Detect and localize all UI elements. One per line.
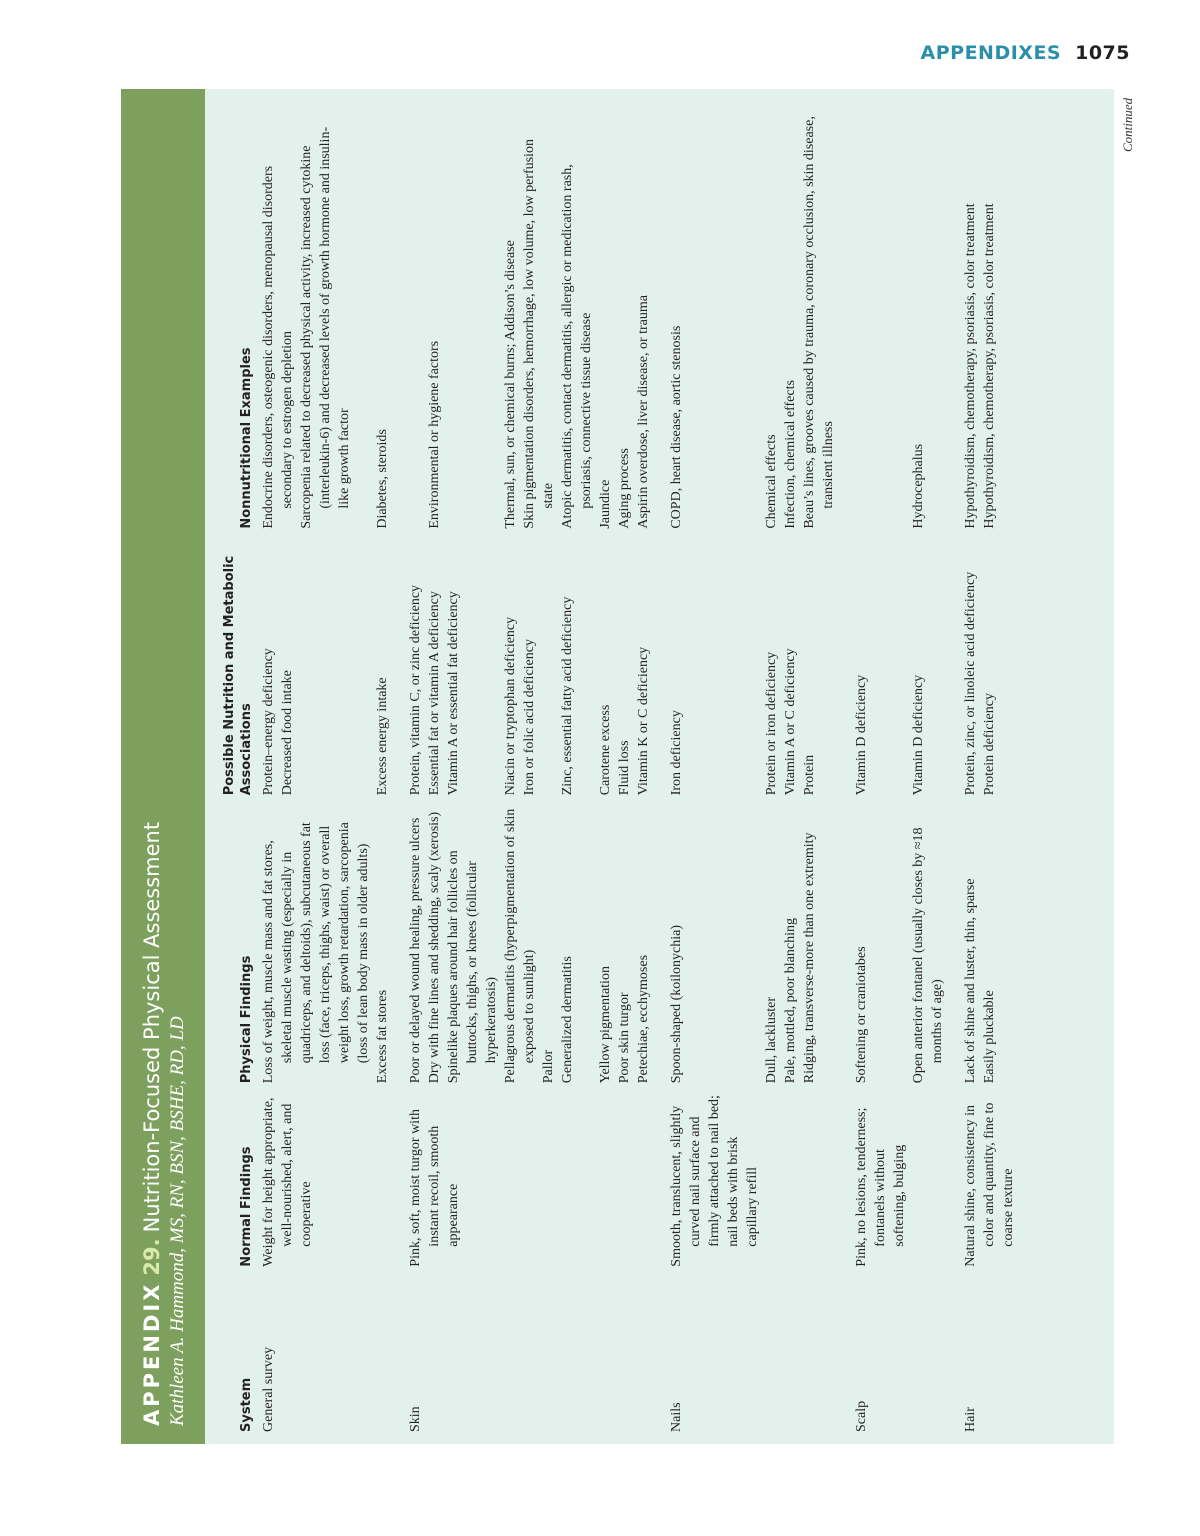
cell-nonnutritional bbox=[762, 102, 838, 529]
cell-nutrition bbox=[392, 529, 501, 796]
nonnutritional-item: Hypothyroidism, chemotherapy, psoriasis, color treatment bbox=[963, 203, 978, 529]
cell-normal-findings bbox=[909, 1083, 947, 1266]
cell-nonnutritional bbox=[947, 102, 1018, 529]
cell-system: General survey bbox=[261, 1346, 276, 1432]
nonnutritional-item bbox=[852, 110, 871, 529]
cell-nutrition bbox=[501, 529, 558, 796]
cell-physical bbox=[596, 795, 653, 1083]
table-row bbox=[373, 102, 392, 1432]
header-nutrition-associations: Possible Nutrition and Metabolic Associations bbox=[222, 555, 254, 796]
continued-text: Continued bbox=[1120, 97, 1135, 152]
nutrition-item: Protein or iron deficiency bbox=[764, 651, 779, 796]
cell-normal-findings bbox=[653, 1083, 762, 1266]
nutrition-item: Carotene excess bbox=[598, 704, 613, 796]
cell-physical bbox=[947, 795, 1018, 1083]
normal-finding: Weight for height appropriate, well-nourished, alert, and cooperative bbox=[261, 1097, 314, 1267]
nutrition-item: Zinc, essential fatty acid deficiency bbox=[560, 596, 575, 796]
physical-item: Excess fat stores bbox=[375, 989, 390, 1084]
physical-item: Poor or delayed wound healing, pressure ulcers bbox=[408, 817, 423, 1084]
nutrition-item: Essential fat or vitamin A deficiency bbox=[427, 591, 442, 796]
physical-item: Dull, lackluster bbox=[764, 996, 779, 1084]
cell-physical bbox=[501, 795, 558, 1083]
table-row bbox=[653, 102, 762, 1432]
cell-physical bbox=[909, 795, 947, 1083]
cell-nonnutritional bbox=[596, 102, 653, 529]
page-header bbox=[921, 42, 1130, 64]
table-row bbox=[838, 102, 909, 1432]
cell-normal-findings bbox=[501, 1083, 558, 1266]
normal-finding: Natural shine, consistency in color and quantity, fine to coarse texture bbox=[963, 1102, 1016, 1267]
cell-nutrition bbox=[259, 529, 373, 796]
nonnutritional-item bbox=[444, 110, 463, 529]
cell-physical bbox=[392, 795, 501, 1083]
nutrition-item: Vitamin D deficiency bbox=[854, 674, 869, 796]
cell-normal-findings bbox=[558, 1083, 596, 1266]
page-number: 1075 bbox=[1075, 42, 1130, 64]
cell-normal-findings bbox=[762, 1083, 838, 1266]
table-row bbox=[558, 102, 596, 1432]
nutrition-item: Protein, zinc, or linoleic acid deficiency bbox=[963, 571, 978, 796]
cell-physical bbox=[653, 795, 762, 1083]
physical-item: Pellagrous dermatitis (hyperpigmentation of skin exposed to sunlight) bbox=[503, 808, 537, 1084]
cell-nutrition bbox=[373, 529, 392, 796]
nutrition-item: Vitamin K or C deficiency bbox=[636, 646, 651, 796]
appendix-title-block bbox=[139, 106, 189, 1426]
nonnutritional-item: Sarcopenia related to decreased physical activity, increased cytokine (interleukin-6) and decreased levels of growth hormone and insulin-like growth factor bbox=[299, 126, 352, 529]
physical-item: Loss of weight, muscle mass and fat stores, skeletal muscle wasting (especially in quadriceps, and deltoids), subcutaneous fat loss (face, triceps, thighs, waist) or overall weight loss, growth retardation, sarcopenia (loss of lean body mass in older adults) bbox=[261, 822, 371, 1084]
cell-nutrition bbox=[947, 529, 1018, 796]
nonnutritional-item: COPD, heart disease, aortic stenosis bbox=[669, 325, 684, 529]
nonnutritional-item: Hypothyroidism, chemotherapy, psoriasis, color treatment bbox=[982, 203, 997, 529]
cell-normal-findings bbox=[373, 1083, 392, 1266]
cell-nonnutritional bbox=[558, 102, 596, 529]
cell-nutrition bbox=[653, 529, 762, 796]
physical-item: Spoon-shaped (koilonychia) bbox=[669, 925, 684, 1084]
cell-system bbox=[373, 1267, 392, 1432]
header-normal-findings: Normal Findings bbox=[239, 1146, 254, 1267]
nonnutritional-item: Atopic dermatitis, contact dermatitis, allergic or medication rash, psoriasis, connective tissue disease bbox=[560, 164, 594, 529]
appendix-author: Kathleen A. Hammond, MS, RN, BSN, BSHE, RD, LD bbox=[167, 1016, 188, 1426]
cell-system bbox=[909, 1267, 947, 1432]
nonnutritional-item: Thermal, sun, or chemical burns; Addison’s disease bbox=[503, 240, 518, 529]
cell-nonnutritional bbox=[501, 102, 558, 529]
cell-physical bbox=[373, 795, 392, 1083]
cell-nonnutritional bbox=[373, 102, 392, 529]
header-nonnutritional-examples: Nonnutritional Examples bbox=[239, 347, 254, 529]
table-row bbox=[259, 102, 373, 1432]
nonnutritional-item: Jaundice bbox=[598, 479, 613, 529]
cell-nutrition bbox=[558, 529, 596, 796]
cell-system: Scalp bbox=[854, 1400, 869, 1432]
rotated-content bbox=[121, 89, 1114, 1444]
physical-item: Dry with fine lines and shedding, scaly (xerosis) bbox=[427, 811, 442, 1084]
table-row bbox=[909, 102, 947, 1432]
normal-finding: Smooth, translucent, slightly curved nail surface and firmly attached to nail bed; nail beds with brisk capillary refill bbox=[669, 1095, 760, 1267]
nutrition-item: Fluid loss bbox=[617, 740, 632, 796]
nonnutritional-item bbox=[406, 110, 425, 529]
nonnutritional-item: Hydrocephalus bbox=[911, 443, 926, 529]
cell-system bbox=[596, 1267, 653, 1432]
cell-nutrition bbox=[762, 529, 838, 796]
cell-system bbox=[762, 1267, 838, 1432]
cell-system: Skin bbox=[408, 1406, 423, 1432]
nonnutritional-item: Aging process bbox=[617, 448, 632, 529]
nutrition-item: Protein bbox=[802, 754, 817, 796]
cell-physical bbox=[762, 795, 838, 1083]
table-row bbox=[762, 102, 838, 1432]
section-name: APPENDIXES bbox=[920, 42, 1062, 64]
header-system: System bbox=[239, 1377, 254, 1432]
physical-item: Poor skin turgor bbox=[617, 992, 632, 1084]
appendix-number: 29. bbox=[140, 1238, 164, 1276]
nutrition-item: Protein–energy deficiency bbox=[261, 648, 276, 796]
nonnutritional-item: Infection, chemical effects bbox=[783, 380, 798, 529]
cell-nonnutritional bbox=[909, 102, 947, 529]
physical-item: Easily pluckable bbox=[982, 990, 997, 1084]
physical-item: Lack of shine and luster, thin, sparse bbox=[963, 878, 978, 1084]
cell-normal-findings bbox=[947, 1083, 1018, 1266]
cell-normal-findings bbox=[259, 1083, 373, 1266]
nonnutritional-item: Chemical effects bbox=[764, 434, 779, 529]
physical-item: Petechiae, ecchymoses bbox=[636, 954, 651, 1084]
nonnutritional-item: Endocrine disorders, osteogenic disorders, menopausal disorders secondary to estrogen depletion bbox=[261, 165, 295, 529]
physical-item: Spinelike plaques around hair follicles on buttocks, thighs, or knees (follicular hyperkeratosis) bbox=[446, 850, 499, 1084]
nonnutritional-item: Aspirin overdose, liver disease, or trauma bbox=[636, 295, 651, 529]
nutrition-item: Vitamin D deficiency bbox=[911, 674, 926, 796]
cell-system: Nails bbox=[669, 1402, 684, 1432]
physical-item: Open anterior fontanel (usually closes by ≈18 months of age) bbox=[911, 827, 945, 1084]
physical-item: Softening or craniotabes bbox=[854, 946, 869, 1084]
cell-nonnutritional bbox=[653, 102, 762, 529]
table-body bbox=[259, 102, 1018, 1432]
nutrition-item: Niacin or tryptophan deficiency bbox=[503, 616, 518, 796]
nutrition-item: Vitamin A or C deficiency bbox=[783, 648, 798, 796]
cell-system: Hair bbox=[963, 1407, 978, 1432]
appendix-title bbox=[139, 106, 165, 1426]
physical-item: Ridging, transverse-more than one extremity bbox=[802, 832, 817, 1084]
physical-item: Pallor bbox=[541, 1049, 556, 1084]
physical-item: Pale, mottled, poor blanching bbox=[783, 918, 798, 1084]
table-row bbox=[947, 102, 1018, 1432]
nutrition-item: Protein, vitamin C, or zinc deficiency bbox=[408, 584, 423, 796]
normal-finding: Pink, soft, moist turgor with instant recoil, smooth appearance bbox=[408, 1109, 461, 1267]
continued-note bbox=[1120, 88, 1180, 158]
cell-system bbox=[501, 1267, 558, 1432]
nonnutritional-item: Beau’s lines, grooves caused by trauma, coronary occlusion, skin disease, transient illness bbox=[802, 116, 836, 529]
nonnutritional-item: Skin pigmentation disorders, hemorrhage, low volume, low perfusion state bbox=[522, 139, 556, 529]
normal-finding: Pink, no lesions, tenderness; fontanels without softening, bulging bbox=[854, 1107, 907, 1267]
table-row bbox=[501, 102, 558, 1432]
nutrition-item: Vitamin A or essential fat deficiency bbox=[446, 591, 461, 796]
appendix-label: APPENDIX bbox=[140, 1281, 164, 1426]
physical-item: Generalized dermatitis bbox=[560, 956, 575, 1084]
assessment-table bbox=[221, 102, 1018, 1432]
cell-nonnutritional bbox=[838, 102, 909, 529]
cell-nonnutritional bbox=[259, 102, 373, 529]
header-physical-findings: Physical Findings bbox=[239, 955, 254, 1084]
table-row bbox=[392, 102, 501, 1432]
physical-item: Yellow pigmentation bbox=[598, 966, 613, 1084]
nonnutritional-item: Environmental or hygiene factors bbox=[427, 340, 442, 529]
cell-nonnutritional bbox=[392, 102, 501, 529]
table-row bbox=[596, 102, 653, 1432]
nutrition-item: Iron deficiency bbox=[669, 710, 684, 796]
nonnutritional-item: Diabetes, steroids bbox=[375, 429, 390, 529]
cell-system bbox=[558, 1267, 596, 1432]
cell-nutrition bbox=[596, 529, 653, 796]
cell-normal-findings bbox=[392, 1083, 501, 1266]
cell-physical bbox=[838, 795, 909, 1083]
nutrition-item: Iron or folic acid deficiency bbox=[522, 639, 537, 796]
cell-normal-findings bbox=[838, 1083, 909, 1266]
nutrition-item: Decreased food intake bbox=[280, 670, 295, 796]
cell-physical bbox=[259, 795, 373, 1083]
nutrition-item: Protein deficiency bbox=[982, 693, 997, 796]
cell-physical bbox=[558, 795, 596, 1083]
cell-nutrition bbox=[909, 529, 947, 796]
table-header-row bbox=[221, 102, 259, 1432]
appendix-name: Nutrition-Focused Physical Assessment bbox=[140, 821, 164, 1233]
cell-normal-findings bbox=[596, 1083, 653, 1266]
nutrition-item: Excess energy intake bbox=[375, 677, 390, 796]
cell-nutrition bbox=[838, 529, 909, 796]
